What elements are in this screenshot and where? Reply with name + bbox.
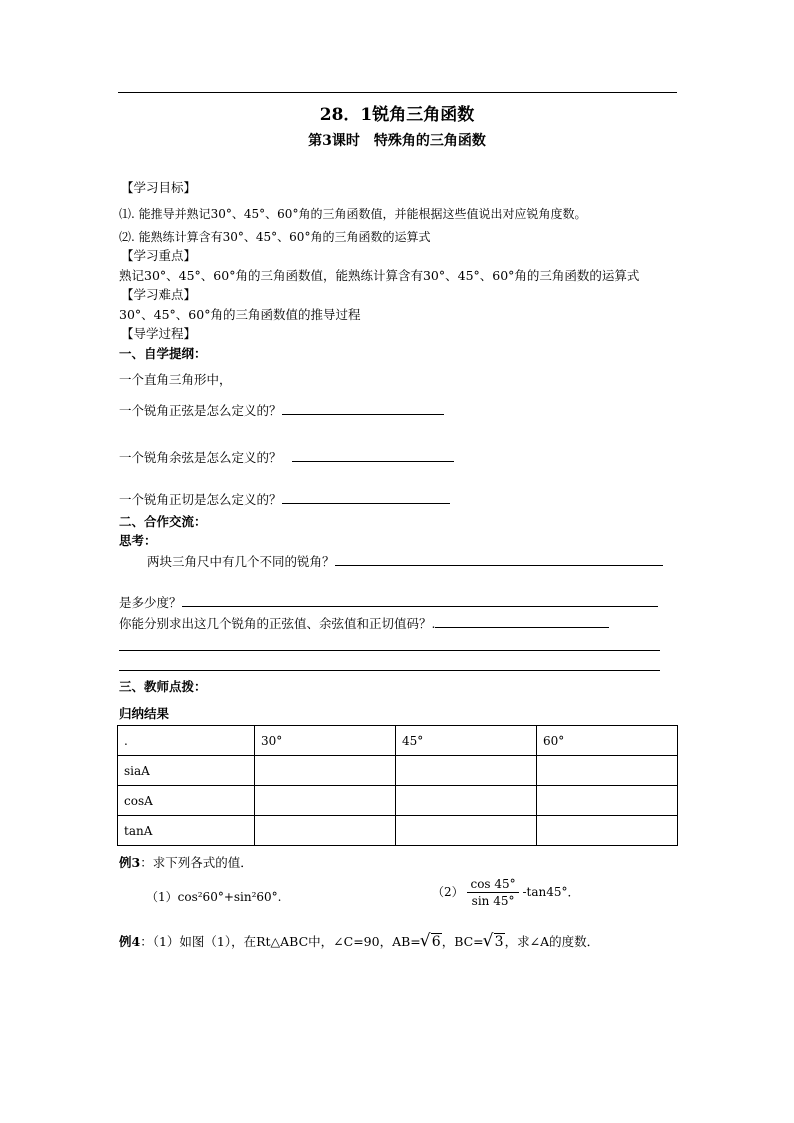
- answer-blank[interactable]: [282, 403, 444, 415]
- answer-line[interactable]: [119, 670, 660, 671]
- example4-text-a: ：（1）如图（1），在Rt△ABC中，∠C=90，AB=: [140, 934, 421, 949]
- header-rule: [118, 92, 677, 93]
- example3-part1-expr: cos²60°+sin²60°.: [177, 890, 282, 904]
- answer-blank[interactable]: [435, 616, 609, 628]
- question-tangent: [119, 490, 450, 508]
- table-cell[interactable]: [537, 756, 678, 786]
- example4-prompt: [119, 932, 599, 950]
- radicand: 3: [494, 934, 504, 950]
- question-degrees-text: 是多少度？: [119, 595, 182, 610]
- process-heading: 【导学过程】: [121, 326, 197, 341]
- row-label-cos: cosA: [118, 786, 255, 816]
- example3-part1-label: （1）: [146, 890, 178, 904]
- table-cell[interactable]: [255, 816, 396, 846]
- objective-2: ⑵. 能熟练计算含有30°、45°、60°角的三角函数的运算式: [119, 230, 431, 244]
- question-sine-text: 一个锐角正弦是怎么定义的？: [119, 403, 282, 418]
- key-points-heading: 【学习重点】: [121, 248, 197, 263]
- page-title: 28．1锐角三角函数: [319, 105, 475, 125]
- table-row: [118, 816, 678, 846]
- table-header-row: [118, 726, 678, 756]
- example3-part2-label: （2）: [432, 885, 464, 899]
- difficulties-text: 30°、45°、60°角的三角函数值的推导过程: [119, 307, 361, 322]
- question-values: [119, 614, 609, 632]
- trig-values-table: [117, 725, 678, 846]
- table-cell[interactable]: [537, 786, 678, 816]
- key-points-text: 熟记30°、45°、60°角的三角函数值，能熟练计算含有30°、45°、60°角的三角函数的运算式: [119, 268, 640, 283]
- example3-label: 例3: [119, 855, 141, 870]
- table-header-cell: 60°: [537, 726, 678, 756]
- answer-blank[interactable]: [292, 450, 454, 462]
- question-tangent-text: 一个锐角正切是怎么定义的？: [119, 492, 282, 507]
- table-cell[interactable]: [537, 816, 678, 846]
- answer-blank[interactable]: [282, 492, 450, 504]
- example3-part2-tail: -tan45°．: [522, 885, 580, 899]
- fraction-denominator: sin 45°: [471, 894, 515, 908]
- table-header-cell: 45°: [396, 726, 537, 756]
- table-row: [118, 786, 678, 816]
- objectives-heading: 【学习目标】: [121, 180, 197, 195]
- example3-text: ：求下列各式的值．: [140, 855, 253, 870]
- question-acute-angles: [147, 552, 663, 570]
- radicand: 6: [431, 934, 441, 950]
- table-cell[interactable]: [255, 756, 396, 786]
- page-subtitle: 第3课时 特殊角的三角函数: [308, 133, 486, 149]
- think-label: 思考：: [119, 533, 157, 548]
- section3-heading: 三、教师点拨：: [119, 679, 207, 694]
- question-values-text: 你能分别求出这几个锐角的正弦值、余弦值和正切值码？.: [119, 616, 436, 631]
- table-header-cell: .: [118, 726, 255, 756]
- example4-text-c: ，求∠A的度数．: [504, 934, 600, 949]
- summary-heading: 归纳结果: [119, 706, 170, 721]
- question-sine: [119, 401, 444, 419]
- row-label-tan: tanA: [118, 816, 255, 846]
- example3-part1: [146, 888, 282, 905]
- fraction-numerator: cos 45°: [467, 877, 518, 893]
- question-cosine-text: 一个锐角余弦是怎么定义的？: [119, 450, 282, 465]
- section2-heading: 二、合作交流：: [119, 514, 207, 529]
- example3-prompt: [119, 853, 253, 871]
- answer-blank[interactable]: [182, 595, 658, 607]
- sqrt-symbol: [421, 934, 442, 950]
- table-cell[interactable]: [396, 756, 537, 786]
- example4-label: 例4: [119, 934, 141, 949]
- row-label-sin: siaA: [118, 756, 255, 786]
- example4-text-b: ，BC=: [441, 934, 484, 949]
- table-cell[interactable]: [396, 786, 537, 816]
- answer-blank[interactable]: [335, 554, 663, 566]
- question-degrees: [119, 593, 658, 611]
- table-row: [118, 756, 678, 786]
- question-acute-angles-text: 两块三角尺中有几个不同的锐角？: [147, 554, 335, 569]
- sqrt-symbol: [484, 934, 505, 950]
- answer-line[interactable]: [119, 650, 660, 651]
- difficulties-heading: 【学习难点】: [121, 287, 197, 302]
- example3-part2: [432, 877, 580, 908]
- objective-1: ⑴. 能推导并熟记30°、45°、60°角的三角函数值，并能根据这些值说出对应锐角度数。: [119, 207, 587, 221]
- question-cosine: [119, 448, 454, 466]
- section1-heading: 一、自学提纲：: [119, 346, 207, 361]
- cos-over-sin-fraction: [467, 877, 518, 908]
- table-cell[interactable]: [255, 786, 396, 816]
- table-header-cell: 30°: [255, 726, 396, 756]
- section1-intro: 一个直角三角形中，: [119, 372, 232, 387]
- table-cell[interactable]: [396, 816, 537, 846]
